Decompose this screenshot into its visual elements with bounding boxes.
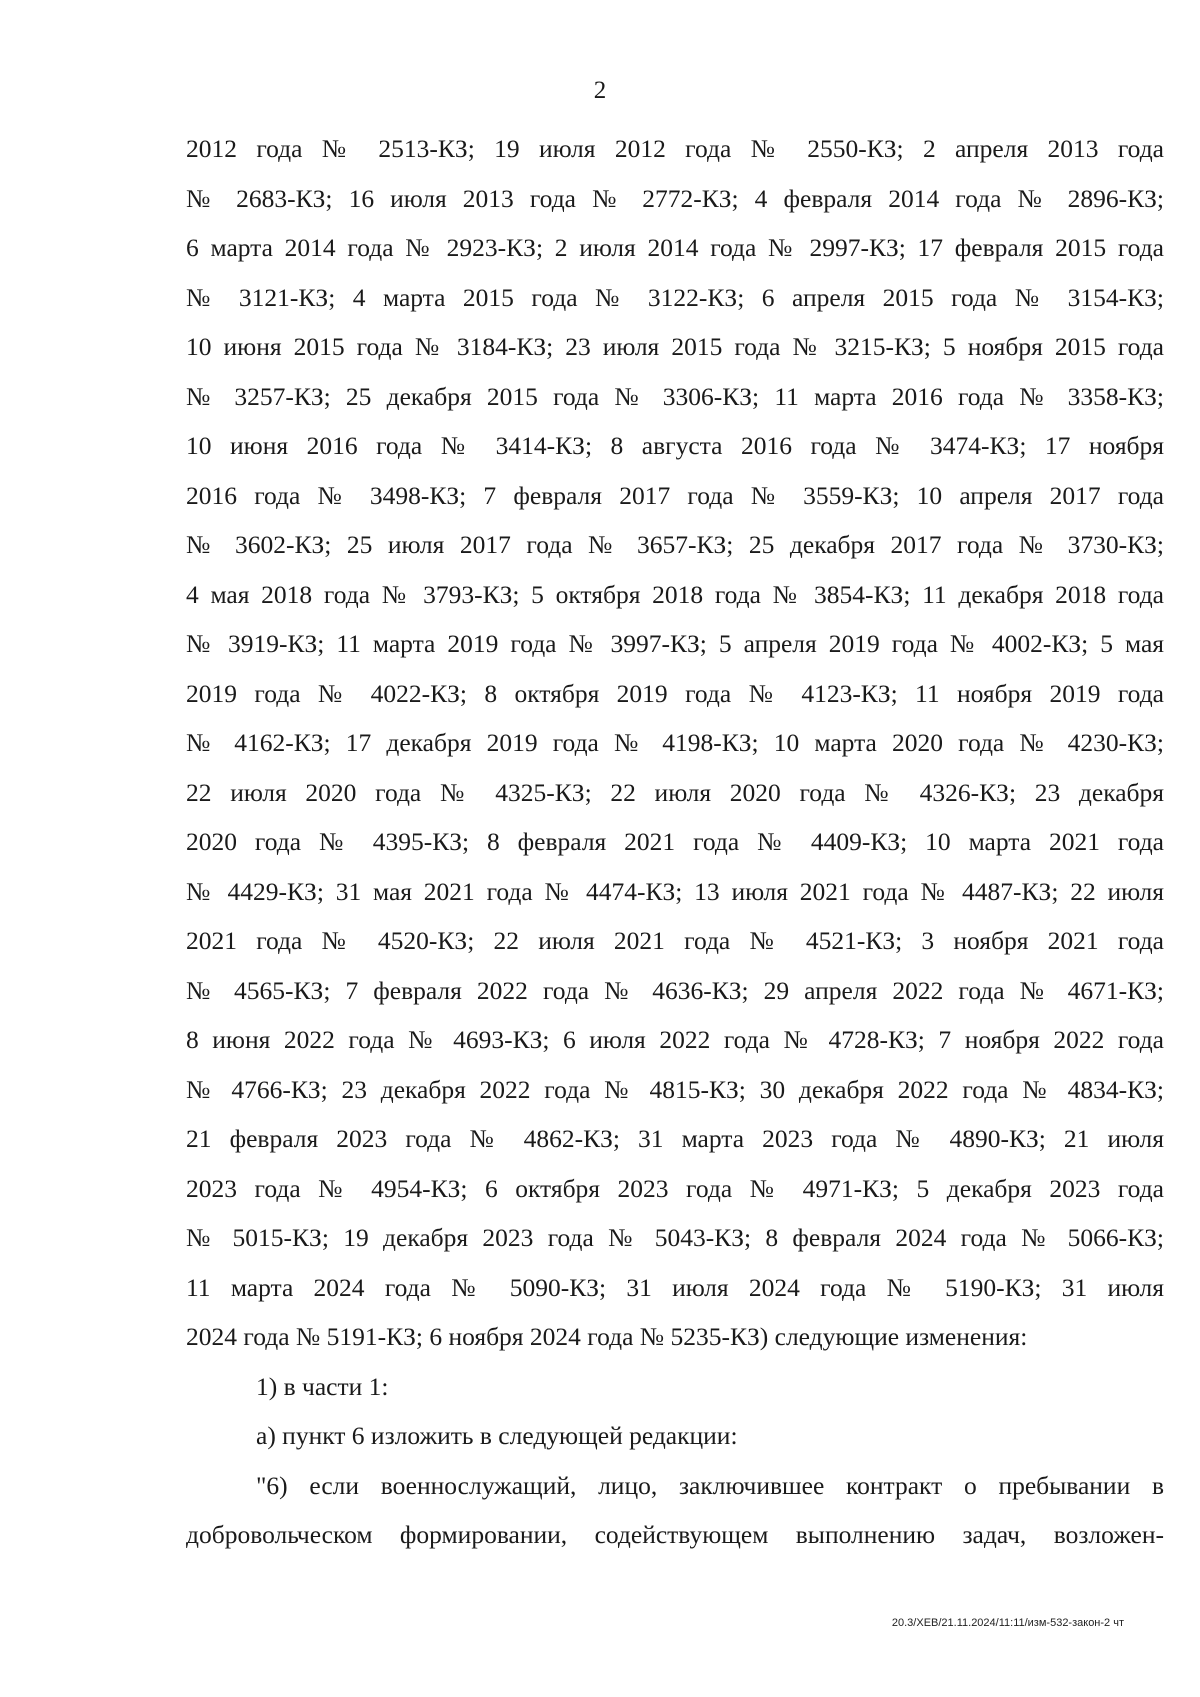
subpoint-heading: а) пункт 6 изложить в следующей редакции: — [256, 1421, 738, 1450]
body-line: 2024 года № 5191-КЗ; 6 ноября 2024 года № 5235-КЗ) следующие изменения: — [186, 1322, 1028, 1351]
body-line: 6 марта 2014 года № 2923-КЗ; 2 июля 2014 года № 2997-КЗ; 17 февраля 2015 года — [186, 233, 1164, 262]
body-line: 10 июня 2015 года № 3184-КЗ; 23 июля 2015 года № 3215-КЗ; 5 ноября 2015 года — [186, 332, 1164, 361]
body-line: 2020 года № 4395-КЗ; 8 февраля 2021 года № 4409-КЗ; 10 марта 2021 года — [186, 827, 1164, 856]
body-line: № 4565-КЗ; 7 февраля 2022 года № 4636-КЗ; 29 апреля 2022 года № 4671-КЗ; — [186, 975, 1164, 1005]
body-line: № 5015-КЗ; 19 декабря 2023 года № 5043-КЗ; 8 февраля 2024 года № 5066-КЗ; — [186, 1223, 1164, 1252]
part-heading: 1) в части 1: — [256, 1371, 389, 1401]
body-line: 8 июня 2022 года № 4693-КЗ; 6 июля 2022 года № 4728-КЗ; 7 ноября 2022 года — [186, 1025, 1164, 1054]
body-line: 2016 года № 3498-КЗ; 7 февраля 2017 года № 3559-КЗ; 10 апреля 2017 года — [186, 480, 1164, 510]
page-number: 2 — [593, 77, 607, 104]
quote-line: "6) если военнослужащий, лицо, заключившее контракт о пребывании в — [256, 1470, 1164, 1500]
body-line: 2023 года № 4954-КЗ; 6 октября 2023 года № 4971-КЗ; 5 декабря 2023 года — [186, 1173, 1164, 1203]
body-line: № 3919-КЗ; 11 марта 2019 года № 3997-КЗ; 5 апреля 2019 года № 4002-КЗ; 5 мая — [186, 629, 1164, 658]
body-line: № 4429-КЗ; 31 мая 2021 года № 4474-КЗ; 13 июля 2021 года № 4487-КЗ; 22 июля — [186, 876, 1164, 906]
quote-line: добровольческом формировании, содействующем выполнению задач, возложен- — [186, 1520, 1164, 1549]
body-line: 2019 года № 4022-КЗ; 8 октября 2019 года № 4123-КЗ; 11 ноября 2019 года — [186, 678, 1164, 708]
body-line: № 4162-КЗ; 17 декабря 2019 года № 4198-КЗ; 10 марта 2020 года № 4230-КЗ; — [186, 728, 1164, 757]
body-line: 2021 года № 4520-КЗ; 22 июля 2021 года № 4521-КЗ; 3 ноября 2021 года — [186, 926, 1164, 955]
body-line: № 3602-КЗ; 25 июля 2017 года № 3657-КЗ; 25 декабря 2017 года № 3730-КЗ; — [186, 530, 1164, 559]
body-line: 4 мая 2018 года № 3793-КЗ; 5 октября 2018 года № 3854-КЗ; 11 декабря 2018 года — [186, 579, 1164, 609]
document-code: 20.3/ХЕВ/21.11.2024/11:11/изм-532-закон-2 чт — [891, 1617, 1124, 1629]
body-line: 22 июля 2020 года № 4325-КЗ; 22 июля 2020 года № 4326-КЗ; 23 декабря — [186, 777, 1164, 807]
body-line: 11 марта 2024 года № 5090-КЗ; 31 июля 2024 года № 5190-КЗ; 31 июля — [186, 1272, 1164, 1302]
body-line: 10 июня 2016 года № 3414-КЗ; 8 августа 2016 года № 3474-КЗ; 17 ноября — [186, 431, 1164, 460]
body-line: № 3257-КЗ; 25 декабря 2015 года № 3306-КЗ; 11 марта 2016 года № 3358-КЗ; — [186, 381, 1164, 411]
body-line: 21 февраля 2023 года № 4862-КЗ; 31 марта 2023 года № 4890-КЗ; 21 июля — [186, 1124, 1164, 1153]
body-line: № 2683-КЗ; 16 июля 2013 года № 2772-КЗ; 4 февраля 2014 года № 2896-КЗ; — [186, 183, 1164, 213]
body-line: № 3121-КЗ; 4 марта 2015 года № 3122-КЗ; 6 апреля 2015 года № 3154-КЗ; — [186, 282, 1164, 312]
body-line: 2012 года № 2513-КЗ; 19 июля 2012 года № 2550-КЗ; 2 апреля 2013 года — [186, 134, 1164, 163]
document-body — [186, 124, 1164, 1560]
body-line: № 4766-КЗ; 23 декабря 2022 года № 4815-КЗ; 30 декабря 2022 года № 4834-КЗ; — [186, 1074, 1164, 1104]
